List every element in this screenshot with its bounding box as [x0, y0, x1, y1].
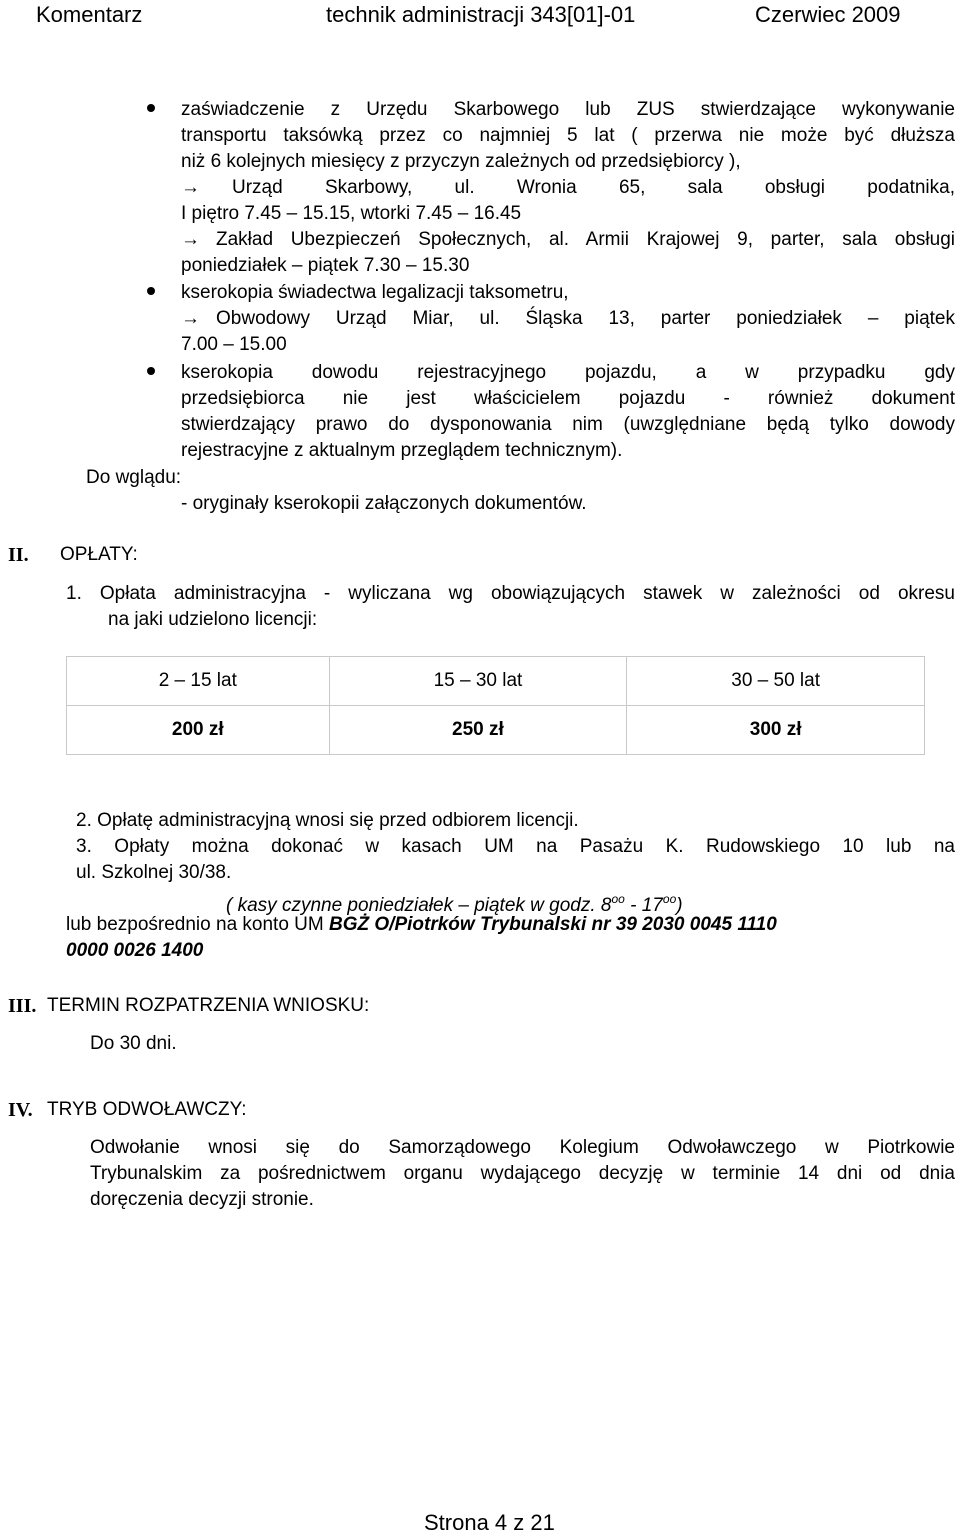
cashier-hours-mid: - 17	[624, 895, 663, 916]
b1-line-2: transportu taksówką przez co najmniej 5 lat ( przerwa nie może być dłuższa	[181, 125, 955, 146]
b1-line-3: niż 6 kolejnych miesięcy z przyczyn zależnych od przedsiębiorcy ),	[181, 151, 741, 172]
b2-arrow: Obwodowy Urząd Miar, ul. Śląska 13, parter poniedziałek – piątek	[216, 308, 955, 329]
b1-line-1: zaświadczenie z Urzędu Skarbowego lub ZUS stwierdzające wykonywanie	[181, 99, 955, 120]
fee-table	[66, 656, 925, 755]
section-3-title: TERMIN ROZPATRZENIA WNIOSKU:	[47, 995, 370, 1016]
fee-item-3-line-1: 3. Opłaty można dokonać w kasach UM na Pasażu K. Rudowskiego 10 lub na	[76, 836, 955, 857]
b3-line-1: kserokopia dowodu rejestracyjnego pojazdu, a w przypadku gdy	[181, 362, 955, 383]
fee-period-cell: 2 – 15 lat	[67, 657, 330, 706]
fee-amount-cell: 200 zł	[67, 706, 330, 755]
bullet-icon	[147, 287, 155, 295]
b1-arrow2-cont: poniedziałek – piątek 7.30 – 15.30	[181, 255, 470, 276]
section-3-text: Do 30 dni.	[90, 1033, 177, 1054]
section-2-title: OPŁATY:	[60, 544, 138, 565]
bank-account-line-1	[66, 912, 777, 938]
arrow-icon: →	[181, 229, 200, 250]
account-bank: BGŻ O/Piotrków Trybunalski	[329, 914, 587, 935]
section-4-line-2: Trybunalskim za pośrednictwem organu wydającego decyzję w terminie 14 dni od dnia	[90, 1163, 955, 1184]
section-4-line-1: Odwołanie wnosi się do Samorządowego Kolegium Odwoławczego w Piotrkowie	[90, 1137, 955, 1158]
section-4-numeral: IV.	[8, 1099, 33, 1121]
b3-line-4: rejestracyjne z aktualnym przeglądem technicznym).	[181, 440, 623, 461]
b3-line-2: przedsiębiorca nie jest właścicielem pojazdu - również dokument	[181, 388, 955, 409]
fee-item-3-line-2: ul. Szkolnej 30/38.	[76, 862, 232, 883]
header-left: Komentarz	[36, 2, 143, 27]
fee-period-cell: 30 – 50 lat	[627, 657, 925, 706]
b2-line: kserokopia świadectwa legalizacji taksometru,	[181, 282, 569, 303]
cashier-hours-sup-1: oo	[611, 892, 625, 906]
account-number-1: nr 39 2030 0045 1110	[586, 914, 777, 935]
section-4-line-3: doręczenia decyzji stronie.	[90, 1189, 314, 1210]
page-number: Strona 4 z 21	[424, 1510, 555, 1535]
fee-table-row	[67, 657, 925, 706]
bullet-icon	[147, 104, 155, 112]
arrow-icon: →	[181, 308, 200, 329]
fee-item-2: 2. Opłatę administracyjną wnosi się przed odbiorem licencji.	[76, 810, 579, 831]
b1-arrow1: Urząd Skarbowy, ul. Wronia 65, sala obsługi podatnika,	[232, 177, 955, 198]
inspection-item: - oryginały kserokopii załączonych dokumentów.	[181, 493, 587, 514]
cashier-hours-prefix: ( kasy czynne poniedziałek – piątek w godz. 8	[226, 895, 612, 916]
b2-arrow-cont: 7.00 – 15.00	[181, 334, 287, 355]
section-4-title: TRYB ODWOŁAWCZY:	[47, 1099, 247, 1120]
fee-table-row	[67, 706, 925, 755]
account-prefix: lub bezpośrednio na konto UM	[66, 914, 329, 935]
header-center: technik administracji 343[01]-01	[326, 2, 636, 27]
b3-line-3: stwierdzający prawo do dysponowania nim (uwzględniane będą tylko dowody	[181, 414, 955, 435]
header-right: Czerwiec 2009	[755, 2, 901, 27]
cashier-hours-sup-2: oo	[662, 892, 677, 906]
b1-arrow1-cont: I piętro 7.45 – 15.15, wtorki 7.45 – 16.45	[181, 203, 522, 224]
arrow-icon: →	[181, 177, 200, 198]
fee-item-1-line-2: na jaki udzielono licencji:	[108, 609, 318, 630]
fee-item-1-line-1: 1. Opłata administracyjna - wyliczana wg obowiązujących stawek w zależności od okresu	[66, 583, 955, 604]
account-number-2: 0000 0026 1400	[66, 940, 204, 961]
cashier-hours-suffix: )	[676, 895, 683, 916]
inspection-label: Do wglądu:	[86, 467, 182, 488]
b1-arrow2: Zakład Ubezpieczeń Społecznych, al. Armii Krajowej 9, parter, sala obsługi	[216, 229, 955, 250]
bullet-icon	[147, 367, 155, 375]
fee-amount-cell: 300 zł	[627, 706, 925, 755]
section-3-numeral: III.	[8, 995, 37, 1017]
section-2-numeral: II.	[8, 544, 29, 566]
fee-period-cell: 15 – 30 lat	[329, 657, 627, 706]
fee-amount-cell: 250 zł	[329, 706, 627, 755]
